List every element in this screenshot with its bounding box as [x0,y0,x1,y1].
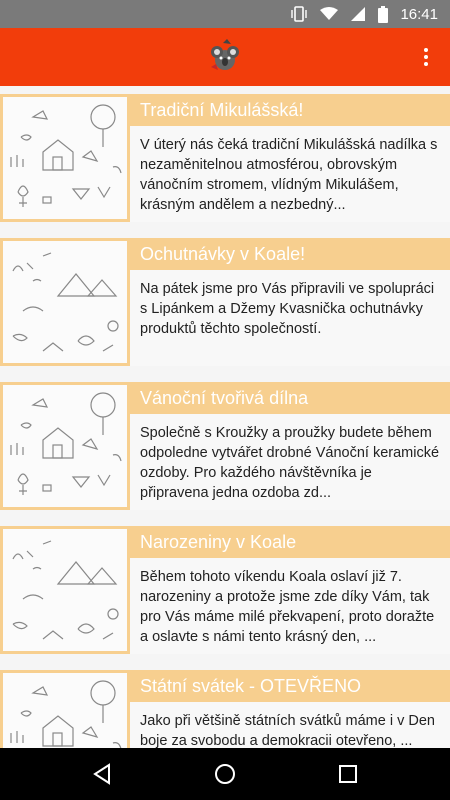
news-card[interactable] [0,238,450,366]
recents-icon[interactable] [328,754,368,794]
wifi-icon [320,7,338,21]
battery-icon [378,6,388,23]
news-card[interactable] [0,526,450,654]
signal-icon [350,6,366,22]
news-text: Na pátek jsme pro Vás připravili ve spolupráci s Lipánkem a Džemy Kvasnička ochutnávky produktů těchto společností. [130,270,450,366]
news-text: V úterý nás čeká tradiční Mikulášská nadílka s nezaměnitelnou atmosférou, obrovským vánočním stromem, vlídným Mikulášem, krásným andělem a nezbedný... [130,126,450,222]
koala-logo-icon[interactable] [205,37,245,77]
news-title: Narozeniny v Koale [130,526,450,558]
news-text: Společně s Kroužky a proužky budete během odpoledne vytvářet drobné Vánoční keramické ozdoby. Pro každého návštěvníka je připravena jedna ozdoba zd... [130,414,450,510]
news-card[interactable] [0,382,450,510]
news-feed[interactable] [0,86,450,748]
home-icon[interactable] [205,754,245,794]
news-thumbnail [0,238,130,366]
news-card[interactable] [0,94,450,222]
news-thumbnail [0,382,130,510]
news-title: Vánoční tvořivá dílna [130,382,450,414]
status-bar [0,0,450,28]
vibrate-icon [290,6,308,22]
system-nav-bar [0,748,450,800]
news-thumbnail [0,526,130,654]
news-text: Během tohoto víkendu Koala oslaví již 7. narozeniny a protože jsme zde díky Vám, tak pro Vás máme milé překvapení, proto doražte a oslavte s námi tento krásný den, ... [130,558,450,654]
news-title: Ochutnávky v Koale! [130,238,450,270]
news-card[interactable] [0,670,450,748]
news-title: Tradiční Mikulášská! [130,94,450,126]
back-icon[interactable] [82,754,122,794]
app-bar [0,28,450,86]
news-title: Státní svátek - OTEVŘENO [130,670,450,702]
news-thumbnail [0,670,130,748]
overflow-menu-icon[interactable] [414,45,438,69]
news-text: Jako při většině státních svátků máme i v Den boje za svobodu a demokracii otevřeno, ... [130,702,450,748]
status-time: 16:41 [400,5,438,23]
news-thumbnail [0,94,130,222]
